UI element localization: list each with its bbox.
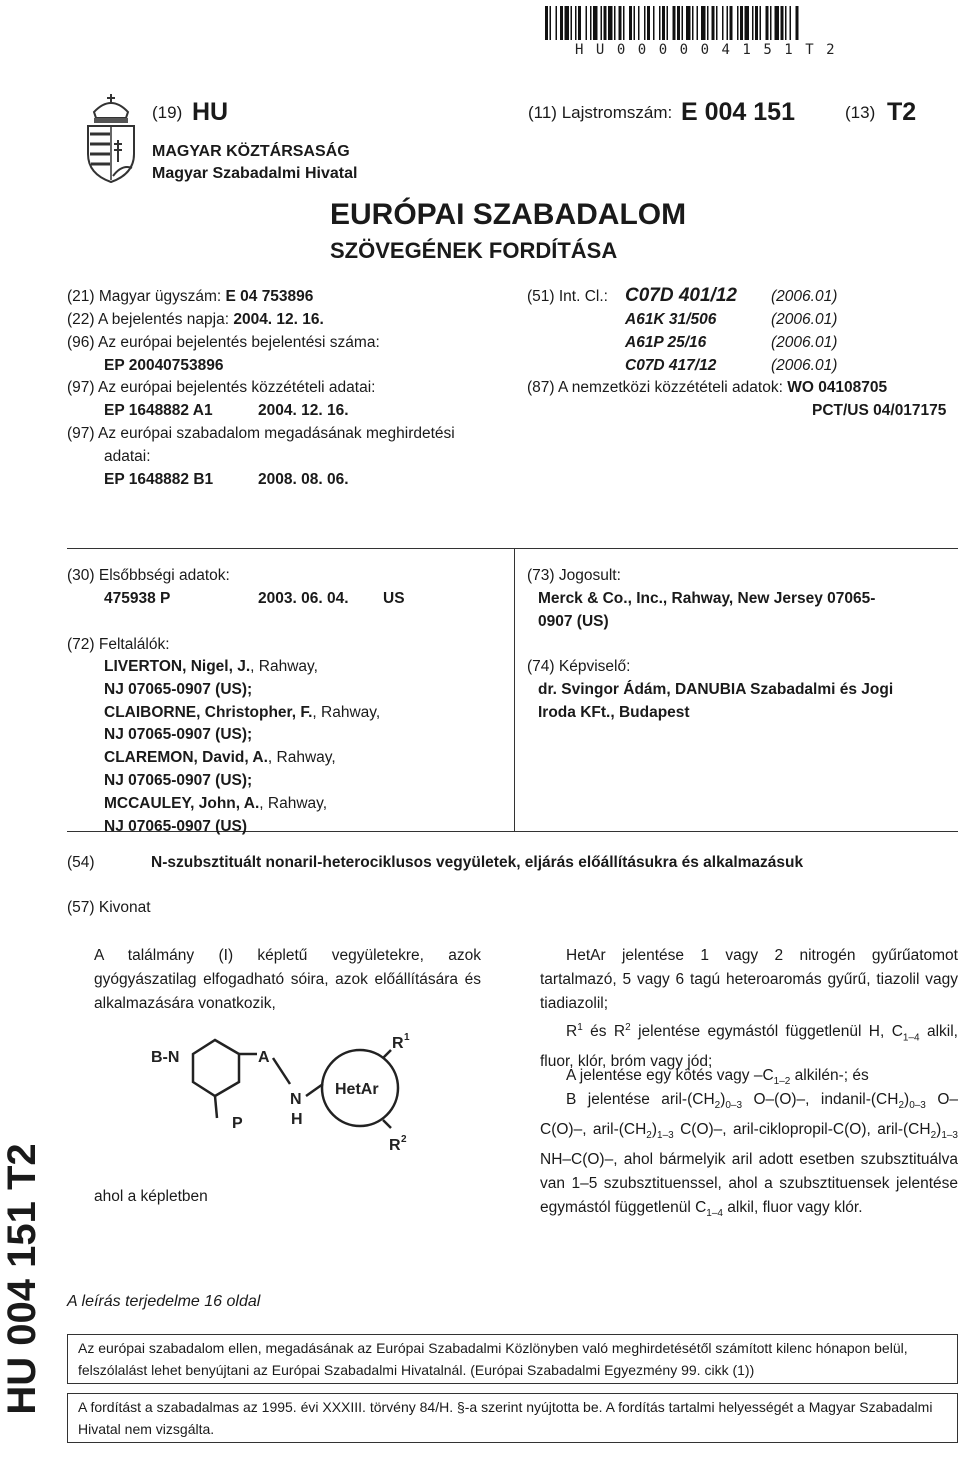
inventor-location: , Rahway, <box>250 658 318 675</box>
def-sub: 1–3 <box>657 1130 674 1142</box>
where-text: ahol a képletben <box>94 1188 208 1205</box>
barcode-bar <box>707 6 709 40</box>
formula-label: P <box>232 1115 243 1132</box>
inventor-name: CLAIBORNE, Christopher, F. <box>104 703 313 721</box>
barcode-bar <box>614 6 616 40</box>
abstract-label: (57) Kivonat <box>67 899 151 916</box>
inventors-label: (72) Feltalálók: <box>67 636 170 653</box>
translation-notice-box <box>67 1393 958 1443</box>
barcode-bar <box>770 6 772 40</box>
parties-column-rule <box>514 548 515 831</box>
int-cl-code: C07D 417/12 <box>625 357 717 374</box>
translation-notice: A fordítást a szabadalmas az 1995. évi XXXIII. törvény 84/H. §-a szerint nyújtotta be. A fordítás tartalmi helyességét a Magyar Szabadalmi Hivatal nem vizsgálta. <box>78 1399 933 1437</box>
def-sub: 2 <box>898 1100 905 1112</box>
barcode-bar <box>619 6 622 40</box>
barcode-bar <box>766 6 769 40</box>
inid-54: (54) <box>67 854 95 871</box>
formula-label: H <box>291 1111 303 1128</box>
priority-date: 2003. 06. 04. <box>258 590 349 607</box>
owner-label: (73) Jogosult: <box>527 567 621 584</box>
formula-label: R <box>392 1035 404 1052</box>
int-cl-version: (2006.01) <box>771 357 838 374</box>
barcode-bar <box>556 6 558 40</box>
barcode-bar <box>601 6 603 40</box>
barcode-bar <box>629 6 632 40</box>
ep-grant-number: EP 1648882 B1 <box>104 471 214 488</box>
def-text: B jelentése aril-(CH <box>566 1091 715 1108</box>
barcode-bar <box>578 6 581 40</box>
barcode-bar <box>740 6 743 40</box>
barcode-bar <box>586 6 588 40</box>
inventor-line <box>104 770 252 792</box>
def-sup: 2 <box>625 1022 631 1033</box>
pct-number: PCT/US 04/017175 <box>812 402 947 419</box>
def-sub: 2 <box>714 1100 721 1112</box>
barcode-bar <box>647 6 650 40</box>
application-number-label: (21) Magyar ügyszám: <box>67 288 226 305</box>
barcode-bar <box>659 6 661 40</box>
barcode-bar <box>790 6 792 40</box>
def-sub: 0–3 <box>725 1100 743 1112</box>
ep-application-number: EP 20040753896 <box>104 357 224 374</box>
inventor-location: , Rahway, <box>312 703 381 721</box>
barcode-bar <box>677 6 680 40</box>
coat-of-arms-icon <box>80 92 142 184</box>
int-cl-code: C07D 401/12 <box>625 285 737 306</box>
def-text: O–(O)–, indanil-(CH <box>742 1091 899 1108</box>
inventor-line <box>104 702 380 724</box>
def-text: alkilén-; és <box>790 1067 869 1084</box>
inventor-name: NJ 07065-0907 (US) <box>104 817 248 835</box>
inventor-line <box>104 679 252 701</box>
int-cl-code: A61K 31/506 <box>625 311 717 328</box>
ep-publication-number: EP 1648882 A1 <box>104 402 213 419</box>
barcode-bar <box>716 6 718 40</box>
parties-top-rule <box>67 548 958 549</box>
int-cl-version: (2006.01) <box>771 288 838 305</box>
ep-application-label: (96) Az európai bejelentés bejelentési száma: <box>67 334 380 351</box>
kind-code: T2 <box>887 98 917 126</box>
def-text: és R <box>582 1023 626 1041</box>
barcode-bar <box>682 6 684 40</box>
registration-label: (11) Lajstromszám: <box>528 103 673 122</box>
barcode-bar <box>727 6 729 40</box>
def-text: R <box>566 1023 578 1041</box>
def-text: A jelentése egy kötés vagy –C <box>566 1067 774 1084</box>
intl-publication-number: WO 04108705 <box>787 379 888 396</box>
filing-date-line <box>67 309 324 331</box>
barcode-bar <box>571 6 573 40</box>
opposition-notice: Az európai szabadalom ellen, megadásának az Európai Szabadalmi Közlönyben való meghirdetésétől számított kilenc hónapon belül, felszólalást lehet benyújtani az Európai Szabadalmi Hivatalnál. (Európai Szabadalmi Egyezmény 99. cikk (1)) <box>78 1340 908 1378</box>
page-extent: A leírás terjedelme 16 oldal <box>67 1293 261 1310</box>
inventor-line <box>104 747 336 769</box>
definition-b <box>540 1088 958 1226</box>
barcode-bar <box>796 6 799 40</box>
priority-label: (30) Elsőbbségi adatok: <box>67 567 230 584</box>
barcode-bar <box>737 6 739 40</box>
barcode-bar <box>701 6 706 40</box>
barcode-text: HU000004151T2 <box>575 42 848 58</box>
inid-19: (19) <box>152 103 183 122</box>
agent-line: Iroda KFt., Budapest <box>538 704 690 721</box>
barcode-bar <box>760 6 762 40</box>
filing-date: 2004. 12. 16. <box>233 311 324 328</box>
opposition-notice-box <box>67 1334 958 1384</box>
registration-number: E 004 151 <box>681 98 795 126</box>
barcode-bar <box>673 6 676 40</box>
application-number-line <box>67 286 313 308</box>
ep-grant-label: (97) Az európai szabadalom megadásának meghirdetési <box>67 425 455 442</box>
barcode-bar <box>560 6 563 40</box>
barcode-bar <box>686 6 691 40</box>
barcode-bar <box>634 6 636 40</box>
def-sub: 1–3 <box>941 1130 958 1142</box>
int-cl-label: (51) Int. Cl.: <box>527 288 608 305</box>
formula-label: B-N <box>151 1049 180 1066</box>
formula-label: 1 <box>404 1032 410 1043</box>
barcode-bar <box>550 6 552 40</box>
barcode-bar <box>590 6 592 40</box>
filing-date-label: (22) A bejelentés napja: <box>67 311 234 328</box>
formula-label: 2 <box>401 1134 407 1145</box>
inventor-line <box>104 724 252 746</box>
ep-grant-label-cont: adatai: <box>104 448 151 465</box>
barcode-bar <box>608 6 613 40</box>
inventor-name: CLAREMON, David, A. <box>104 749 268 767</box>
formula-label: N <box>290 1091 302 1108</box>
barcode-bar <box>722 6 724 40</box>
definition-hetar: HetAr jelentése 1 vagy 2 nitrogén gyűrűatomot tartalmazó, 5 vagy 6 tagú heteroaromás gyűrű, tiazolil vagy tiadiazolil; <box>540 947 958 1012</box>
def-sup: 1 <box>577 1022 583 1033</box>
def-sub: 2 <box>646 1130 652 1142</box>
formula-label: R <box>389 1137 401 1154</box>
ep-publication-label: (97) Az európai bejelentés közzétételi adatai: <box>67 379 376 396</box>
barcode-bar <box>712 6 715 40</box>
def-text: ) <box>936 1121 942 1139</box>
barcode-bar <box>745 6 750 40</box>
def-text: alkil, fluor, klór, bróm vagy jód; <box>540 1023 958 1071</box>
intl-publication-line <box>527 377 887 399</box>
ep-grant-date: 2008. 08. 06. <box>258 471 349 488</box>
barcode-bar <box>785 6 787 40</box>
barcode <box>545 6 950 40</box>
barcode-bar <box>644 6 646 40</box>
inventor-location: , Rahway, <box>259 794 328 812</box>
def-text: ) <box>651 1121 658 1139</box>
barcode-bar <box>604 6 607 40</box>
barcode-bar <box>638 6 640 40</box>
owner-line: Merck & Co., Inc., Rahway, New Jersey 07065- <box>538 590 876 607</box>
abstract-intro: A találmány (I) képletű vegyületekre, azok gyógyászatilag elfogadható sóira, azok előállítására és alkalmazására vonatkozik, <box>94 947 481 1012</box>
document-title: EURÓPAI SZABADALOM <box>330 198 687 231</box>
barcode-bar <box>565 6 570 40</box>
barcode-bar <box>697 6 699 40</box>
barcode-bar <box>781 6 784 40</box>
def-text: C(O)–, aril-ciklopropil-C(O), aril-(CH <box>673 1121 931 1139</box>
barcode-bar <box>730 6 733 40</box>
agent-line: dr. Svingor Ádám, DANUBIA Szabadalmi és Jogi <box>538 681 894 698</box>
def-text: alkil, fluor vagy klór. <box>722 1199 863 1217</box>
int-cl-version: (2006.01) <box>771 334 838 351</box>
inventor-name: LIVERTON, Nigel, J. <box>104 658 251 675</box>
def-sub: 2 <box>930 1130 937 1142</box>
invention-title: N-szubsztituált nonaril-heterociklusos vegyületek, eljárás előállításukra és alkalmazásuk <box>151 854 804 871</box>
barcode-bar <box>575 6 577 40</box>
org-name: MAGYAR KÖZTÁRSASÁG <box>152 143 350 160</box>
ep-publication-date: 2004. 12. 16. <box>258 402 349 419</box>
inventor-location: , Rahway, <box>267 749 336 767</box>
inventor-line <box>104 793 327 815</box>
barcode-bar <box>755 6 758 40</box>
inventor-name: NJ 07065-0907 (US); <box>104 772 253 789</box>
def-sub: 0–3 <box>909 1100 926 1112</box>
def-sub: 1–4 <box>902 1032 920 1044</box>
owner-line: 0907 (US) <box>538 613 609 630</box>
inventor-line <box>104 656 318 678</box>
inventor-name: MCCAULEY, John, A. <box>104 794 260 812</box>
barcode-bar <box>653 6 655 40</box>
vertical-publication-number: HU 004 151 T2 <box>0 1143 44 1415</box>
barcode-bar <box>667 6 669 40</box>
application-number: E 04 753896 <box>225 288 314 305</box>
int-cl-version: (2006.01) <box>771 311 838 328</box>
formula-label: A <box>258 1049 270 1066</box>
def-text: O–C(O)–, aril-(CH <box>540 1091 958 1139</box>
agent-label: (74) Képviselő: <box>527 658 631 675</box>
document-subtitle: SZÖVEGÉNEK FORDÍTÁSA <box>330 238 618 263</box>
office-name: Magyar Szabadalmi Hivatal <box>152 165 358 182</box>
chemical-formula <box>145 1028 415 1158</box>
def-text: ) <box>720 1091 726 1108</box>
barcode-bar <box>623 6 625 40</box>
def-text: jelentése egymástól függetlenül H, C <box>630 1023 903 1041</box>
barcode-bar <box>692 6 694 40</box>
inventor-name: NJ 07065-0907 (US); <box>104 680 253 698</box>
barcode-bar <box>662 6 665 40</box>
inventor-name: NJ 07065-0907 (US); <box>104 726 253 744</box>
def-text: ) <box>904 1091 910 1108</box>
int-cl-code: A61P 25/16 <box>625 334 707 351</box>
inid-13: (13) <box>845 103 876 122</box>
barcode-bar <box>593 6 598 40</box>
def-text: NH–C(O)–, ahol bármelyik aril adott esetben szubsztituálva van 1–5 szubsztituenssel, ahol a szubsztituensek jelentése egymástól függetlenül C <box>540 1151 958 1217</box>
formula-label: HetAr <box>335 1081 379 1098</box>
intl-publication-label: (87) A nemzetközi közzétételi adatok: <box>527 379 788 396</box>
barcode-bar <box>775 6 780 40</box>
def-sub: 1–4 <box>706 1208 723 1220</box>
inventor-line <box>104 816 247 838</box>
priority-country: US <box>383 590 405 607</box>
def-sub: 1–2 <box>773 1076 791 1088</box>
priority-number: 475938 P <box>104 590 171 607</box>
country-code: HU <box>192 98 229 126</box>
barcode-bar <box>752 6 754 40</box>
barcode-bar <box>545 6 548 40</box>
